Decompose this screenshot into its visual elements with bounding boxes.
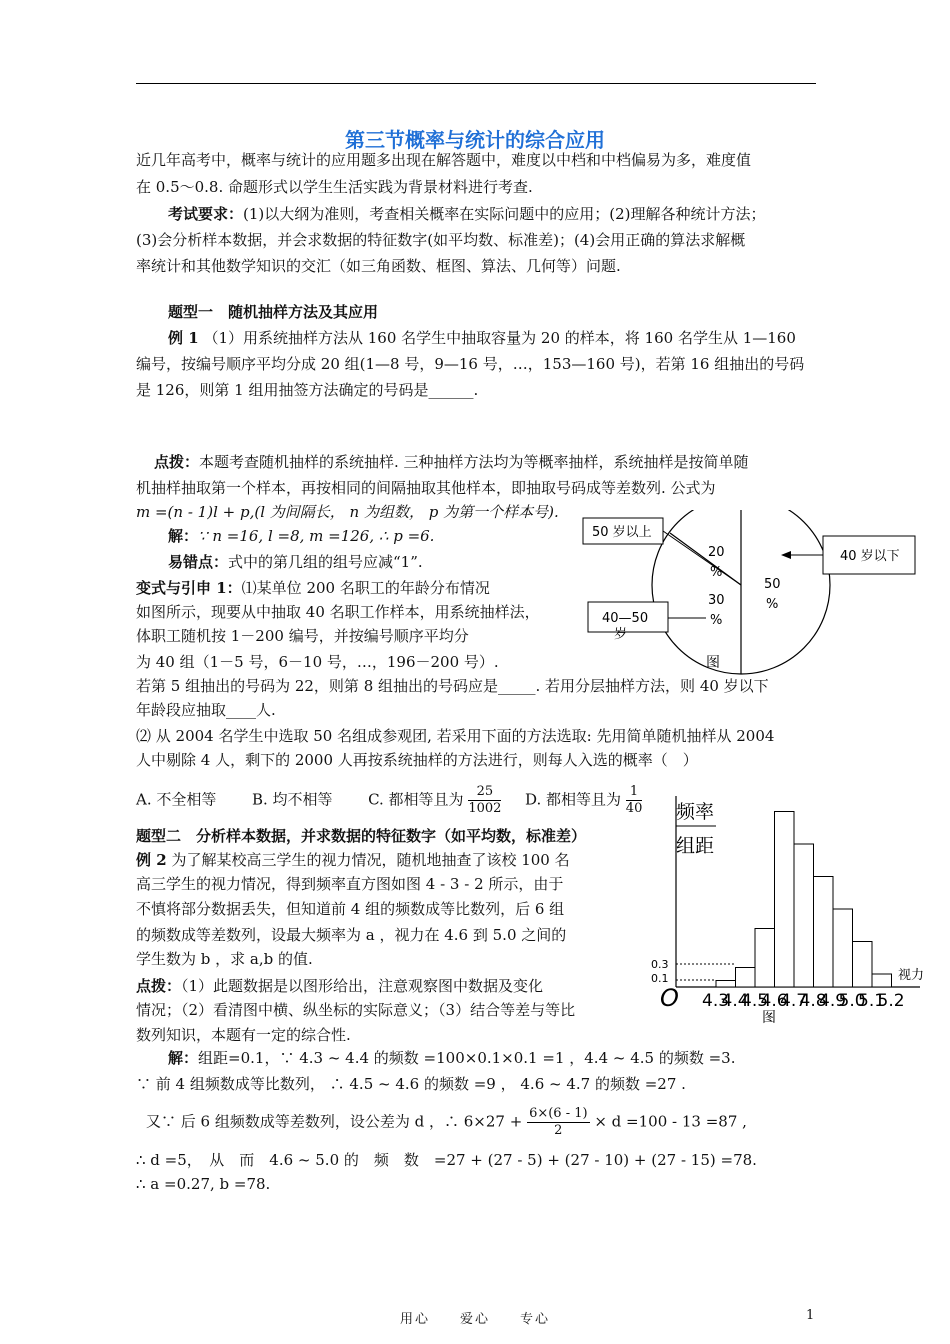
option-a: A. 不全相等 (136, 790, 217, 809)
error-point: 易错点：式中的第几组的组号应减“1”. (168, 553, 423, 571)
label-over-50: 50 岁以上 (592, 525, 652, 540)
option-c: C. 都相等且为 (368, 790, 464, 809)
hint1-line-2: 机抽样抽取第一个样本，再按相同的间隔抽取其他样本，即抽取号码成等差数列. 公式为 (136, 479, 716, 497)
hist-origin: O (660, 984, 679, 1012)
pie-value-20: 20 (708, 545, 725, 560)
hist-ylabel-bottom: 组距 (676, 835, 715, 857)
example2-line-4: 的频数成等差数列，设最大频率为 a ，视力在 4.6 到 5.0 之间的 (136, 926, 567, 944)
hint2-line-2: 情况；（2）看清图中横、纵坐标的实际意义；（3）结合等差与等比 (136, 1001, 576, 1019)
hist-bar-5 (794, 844, 814, 987)
hint1-formula: m =(n - 1)l + p,(l 为间隔长， n 为组数， p 为第一个样本号). (136, 503, 559, 521)
example1-line-3: 是 126，则第 1 组用抽签方法确定的号码是______. (136, 381, 479, 399)
example2-line-3: 不慎将部分数据丢失，但知道前 4 组的频数成等比数列，后 6 组 (136, 900, 565, 918)
solution2-line-2: ∵ 前 4 组频数成等比数列， ∴ 4.5 ~ 4.6 的频数 =9 ， 4.6 ~ 4.7 的频数 =27 . (136, 1075, 686, 1093)
solution2-line-4: ∴ d =5， 从 而 4.6 ~ 5.0 的 频 数 =27 + (27 - 5) + (27 - 10) + (27 - 15) =78. (136, 1151, 757, 1169)
hist-bar-4 (775, 812, 795, 988)
pie-pct-20: % (710, 565, 723, 580)
variation-line-5: 若第 5 组抽出的号码为 22，则第 8 组抽出的号码应是_____. 若用分层抽样方法，则 40 岁以下 (136, 677, 769, 695)
example1-line-1: 例 1 （1）用系统抽样方法从 160 名学生中抽取容量为 20 的样本，将 160 名学生从 1—160 (168, 329, 796, 347)
hist-x-tick: 5.2 (877, 991, 905, 1011)
hist-bar-3 (755, 929, 775, 988)
example2-line-5: 学生数为 b ，求 a,b 的值. (136, 950, 313, 968)
label-under-40: 40 岁以下 (840, 549, 900, 564)
pie-value-30: 30 (708, 593, 725, 608)
hint1-line-1: 点拨：本题考查随机抽样的系统抽样. 三种抽样方法均为等概率抽样，系统抽样是按简单随 (154, 453, 749, 471)
intro-line-2: 在 0.5～0.8. 命题形式以学生生活实践为背景材料进行考查. (136, 178, 533, 196)
hist-x-tick: 4.3 (702, 991, 730, 1011)
hist-bar-8 (853, 942, 873, 988)
hist-caption: 图 (762, 1010, 776, 1026)
hist-x-tick: 4.8 (799, 991, 827, 1011)
hist-x-tick: 5.1 (858, 991, 886, 1011)
hist-bar-1 (716, 981, 736, 988)
section-heading-2: 题型二 分析样本数据，并求数据的特征数字（如平均数，标准差） (136, 827, 587, 845)
page-number: 1 (806, 1308, 815, 1323)
header-rule (136, 83, 816, 84)
hist-x-tick: 4.5 (741, 991, 769, 1011)
hint2-line-3: 数列知识，本题有一定的综合性. (136, 1026, 351, 1044)
age-pie-figure (578, 510, 923, 680)
example2-line-1: 例 2 为了解某校高三学生的视力情况，随机地抽查了该校 100 名 (136, 851, 570, 869)
solution1: 解：∵ n =16, l =8, m =126, ∴ p =6. (168, 527, 435, 545)
hist-x-ticks (702, 991, 905, 1011)
requirements-label: 考试要求： (168, 205, 244, 223)
variation-line-2: 如图所示，现要从中抽取 40 名职工作样本，用系统抽样法， (136, 603, 540, 621)
example1-line-2: 编号，按编号顺序平均分成 20 组(1—8 号，9—16 号，…，153—160 号)，若第 16 组抽出的号码 (136, 355, 805, 373)
options-row (136, 784, 642, 817)
variation-line-6: 年龄段应抽取____人. (136, 701, 276, 719)
variation-line-7: ⑵ 从 2004 名学生中选取 50 名组成参观团, 若采用下面的方法选取: 先用简单随机抽样从 2004 (136, 727, 775, 745)
section-heading-1: 题型一 随机抽样方法及其应用 (168, 303, 379, 321)
requirements-line-3: 率统计和其他数学知识的交汇（如三角函数、框图、算法、几何等）问题. (136, 257, 621, 275)
hist-x-tick: 4.6 (760, 991, 788, 1011)
hist-x-tick: 4.4 (721, 991, 749, 1011)
solution2-fraction: $\frac{6\times(6 - 1)}{2}$ (529, 1106, 588, 1138)
pie-value-50: 50 (764, 577, 781, 592)
hist-y-tick-01: 0.1 (651, 972, 669, 985)
label-40-50-unit: 岁 (614, 627, 628, 642)
hint2-line-1: 点拨：（1）此题数据是以图形给出，注意观察图中数据及变化 (136, 977, 544, 995)
hist-bar-6 (814, 877, 834, 988)
solution2-line-3: 又∵ 后 6 组频数成等差数列，设公差为 d ，∴ 6×27 + $\frac{6\times(6 - 1)}{2}$ × d =100 - 13 =87 , (146, 1106, 747, 1138)
hist-x-tick: 4.7 (780, 991, 808, 1011)
hist-x-tick: 5.0 (838, 991, 866, 1011)
hist-bars (716, 812, 892, 988)
variation-line-1: 变式与引申 1：⑴某单位 200 名职工的年龄分布情况 (136, 579, 490, 597)
hist-ylabel-top: 频率 (676, 801, 715, 823)
requirements-line-2: (3)会分析样本数据，并会求数据的特征数字(如平均数、标准差)；(4)会用正确的算法求解概 (136, 231, 746, 249)
option-d-fraction: $\frac{1}{40}$ (625, 784, 643, 816)
variation-line-8: 人中剔除 4 人，剩下的 2000 人再按系统抽样的方法进行，则每人入选的概率（ ） (136, 751, 698, 769)
page-footer: 用心 爱心 专心 (399, 1312, 550, 1327)
requirements-line-1: 考试要求：(1)以大纲为准则，考查相关概率在实际问题中的应用；(2)理解各种统计方法； (168, 205, 766, 223)
intro-line-1: 近几年高考中，概率与统计的应用题多出现在解答题中，难度以中档和中档偏易为多，难度值 (136, 151, 752, 169)
option-d: D. 都相等且为 (524, 790, 622, 809)
hist-y-tick-03: 0.3 (651, 958, 669, 971)
hist-x-tick: 4.9 (819, 991, 847, 1011)
vision-histogram (640, 796, 940, 1026)
variation-line-3: 体职工随机按 1－200 编号，并按编号顺序平均分 (136, 627, 469, 645)
pie-caption: 图 (706, 655, 720, 671)
solution2-line-1: 解：组距=0.1，∵ 4.3 ~ 4.4 的频数 =100×0.1×0.1 =1 ，4.4 ~ 4.5 的频数 =3. (168, 1049, 736, 1067)
hist-bar-7 (833, 909, 853, 987)
hist-bar-2 (736, 968, 756, 988)
hist-xlabel: 视力 (898, 968, 925, 983)
pie-pct-30: % (710, 613, 723, 628)
option-b: B. 均不相等 (251, 790, 333, 809)
option-c-fraction: $\frac{25}{1002}$ (468, 784, 502, 816)
example2-line-2: 高三学生的视力情况，得到频率直方图如图 4 - 3 - 2 所示，由于 (136, 875, 564, 893)
variation-line-4: 为 40 组（1－5 号，6－10 号，…，196－200 号）. (136, 653, 499, 671)
label-40-50: 40—50 (602, 611, 649, 626)
page-title: 第三节概率与统计的综合应用 (345, 128, 605, 152)
solution2-line-5: ∴ a =0.27, b =78. (136, 1175, 271, 1193)
hist-bar-9 (872, 974, 892, 987)
pie-pct-50: % (766, 597, 779, 612)
